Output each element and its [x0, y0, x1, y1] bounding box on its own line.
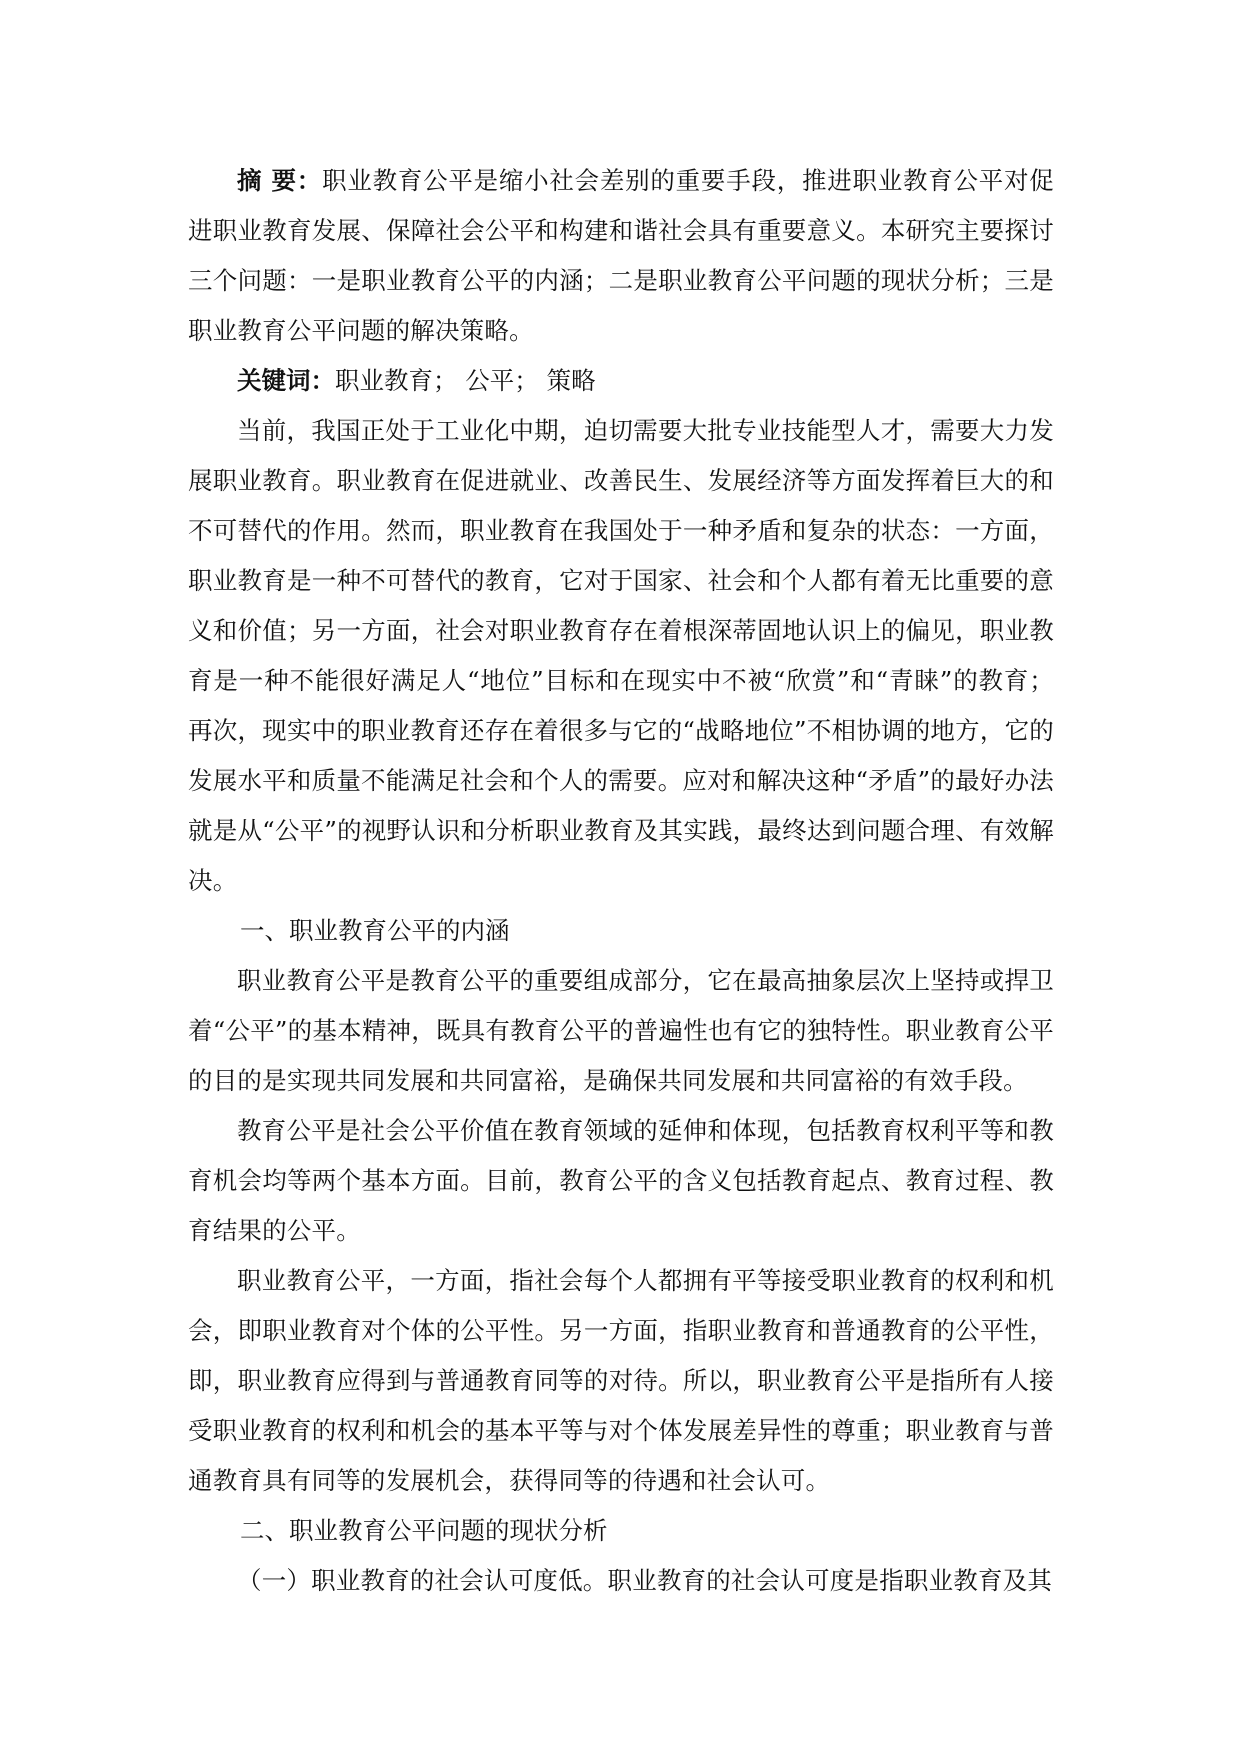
- section-heading-1: 一、职业教育公平的内涵: [240, 916, 510, 945]
- section-heading-2: 二、职业教育公平问题的现状分析: [240, 1516, 608, 1545]
- section2-paragraph-1: （一）职业教育的社会认可度低。职业教育的社会认可度是指职业教育及其: [237, 1566, 1053, 1595]
- abstract-label: 摘 要：: [237, 166, 323, 195]
- intro-paragraph: 当前，我国正处于工业化中期，迫切需要大批专业技能型人才，需要大力发展职业教育。职业教育在促进就业、改善民生、发展经济等方面发挥着巨大的和不可替代的作用。然而，职业教育在我国处于一种矛盾和复杂的状态：一方面，职业教育是一种不可替代的教育，它对于国家、社会和个人都有着无比重要的意义和价值；另一方面，社会对职业教育存在着根深蒂固地认识上的偏见，职业教育是一种不能很好满足人“地位”目标和在现实中不被“欣赏”和“青睐”的教育；再次，现实中的职业教育还存在着很多与它的“战略地位”不相协调的地方，它的发展水平和质量不能满足社会和个人的需要。应对和解决这种“矛盾”的最好办法就是从“公平”的视野认识和分析职业教育及其实践，最终达到问题合理、有效解决。: [188, 416, 1054, 895]
- section1-paragraph-1: 职业教育公平是教育公平的重要组成部分，它在最高抽象层次上坚持或捍卫着“公平”的基本精神，既具有教育公平的普遍性也有它的独特性。职业教育公平的目的是实现共同发展和共同富裕，是确保共同发展和共同富裕的有效手段。: [188, 966, 1054, 1095]
- keywords-line: [188, 356, 1054, 406]
- abstract-paragraph: [188, 156, 1054, 356]
- section1-paragraph-3: 职业教育公平，一方面，指社会每个人都拥有平等接受职业教育的权利和机会，即职业教育对个体的公平性。另一方面，指职业教育和普通教育的公平性，即，职业教育应得到与普通教育同等的对待。所以，职业教育公平是指所有人接受职业教育的权利和机会的基本平等与对个体发展差异性的尊重；职业教育与普通教育具有同等的发展机会，获得同等的待遇和社会认可。: [188, 1266, 1054, 1495]
- document-body: [188, 156, 1054, 1606]
- keywords-text: 职业教育； 公平； 策略: [335, 366, 596, 395]
- abstract-text: 职业教育公平是缩小社会差别的重要手段，推进职业教育公平对促进职业教育发展、保障社会公平和构建和谐社会具有重要意义。本研究主要探讨三个问题：一是职业教育公平的内涵；二是职业教育公平问题的现状分析；三是职业教育公平问题的解决策略。: [188, 166, 1054, 345]
- keywords-label: 关键词：: [237, 366, 335, 395]
- section1-paragraph-2: 教育公平是社会公平价值在教育领域的延伸和体现，包括教育权利平等和教育机会均等两个基本方面。目前，教育公平的含义包括教育起点、教育过程、教育结果的公平。: [188, 1116, 1054, 1245]
